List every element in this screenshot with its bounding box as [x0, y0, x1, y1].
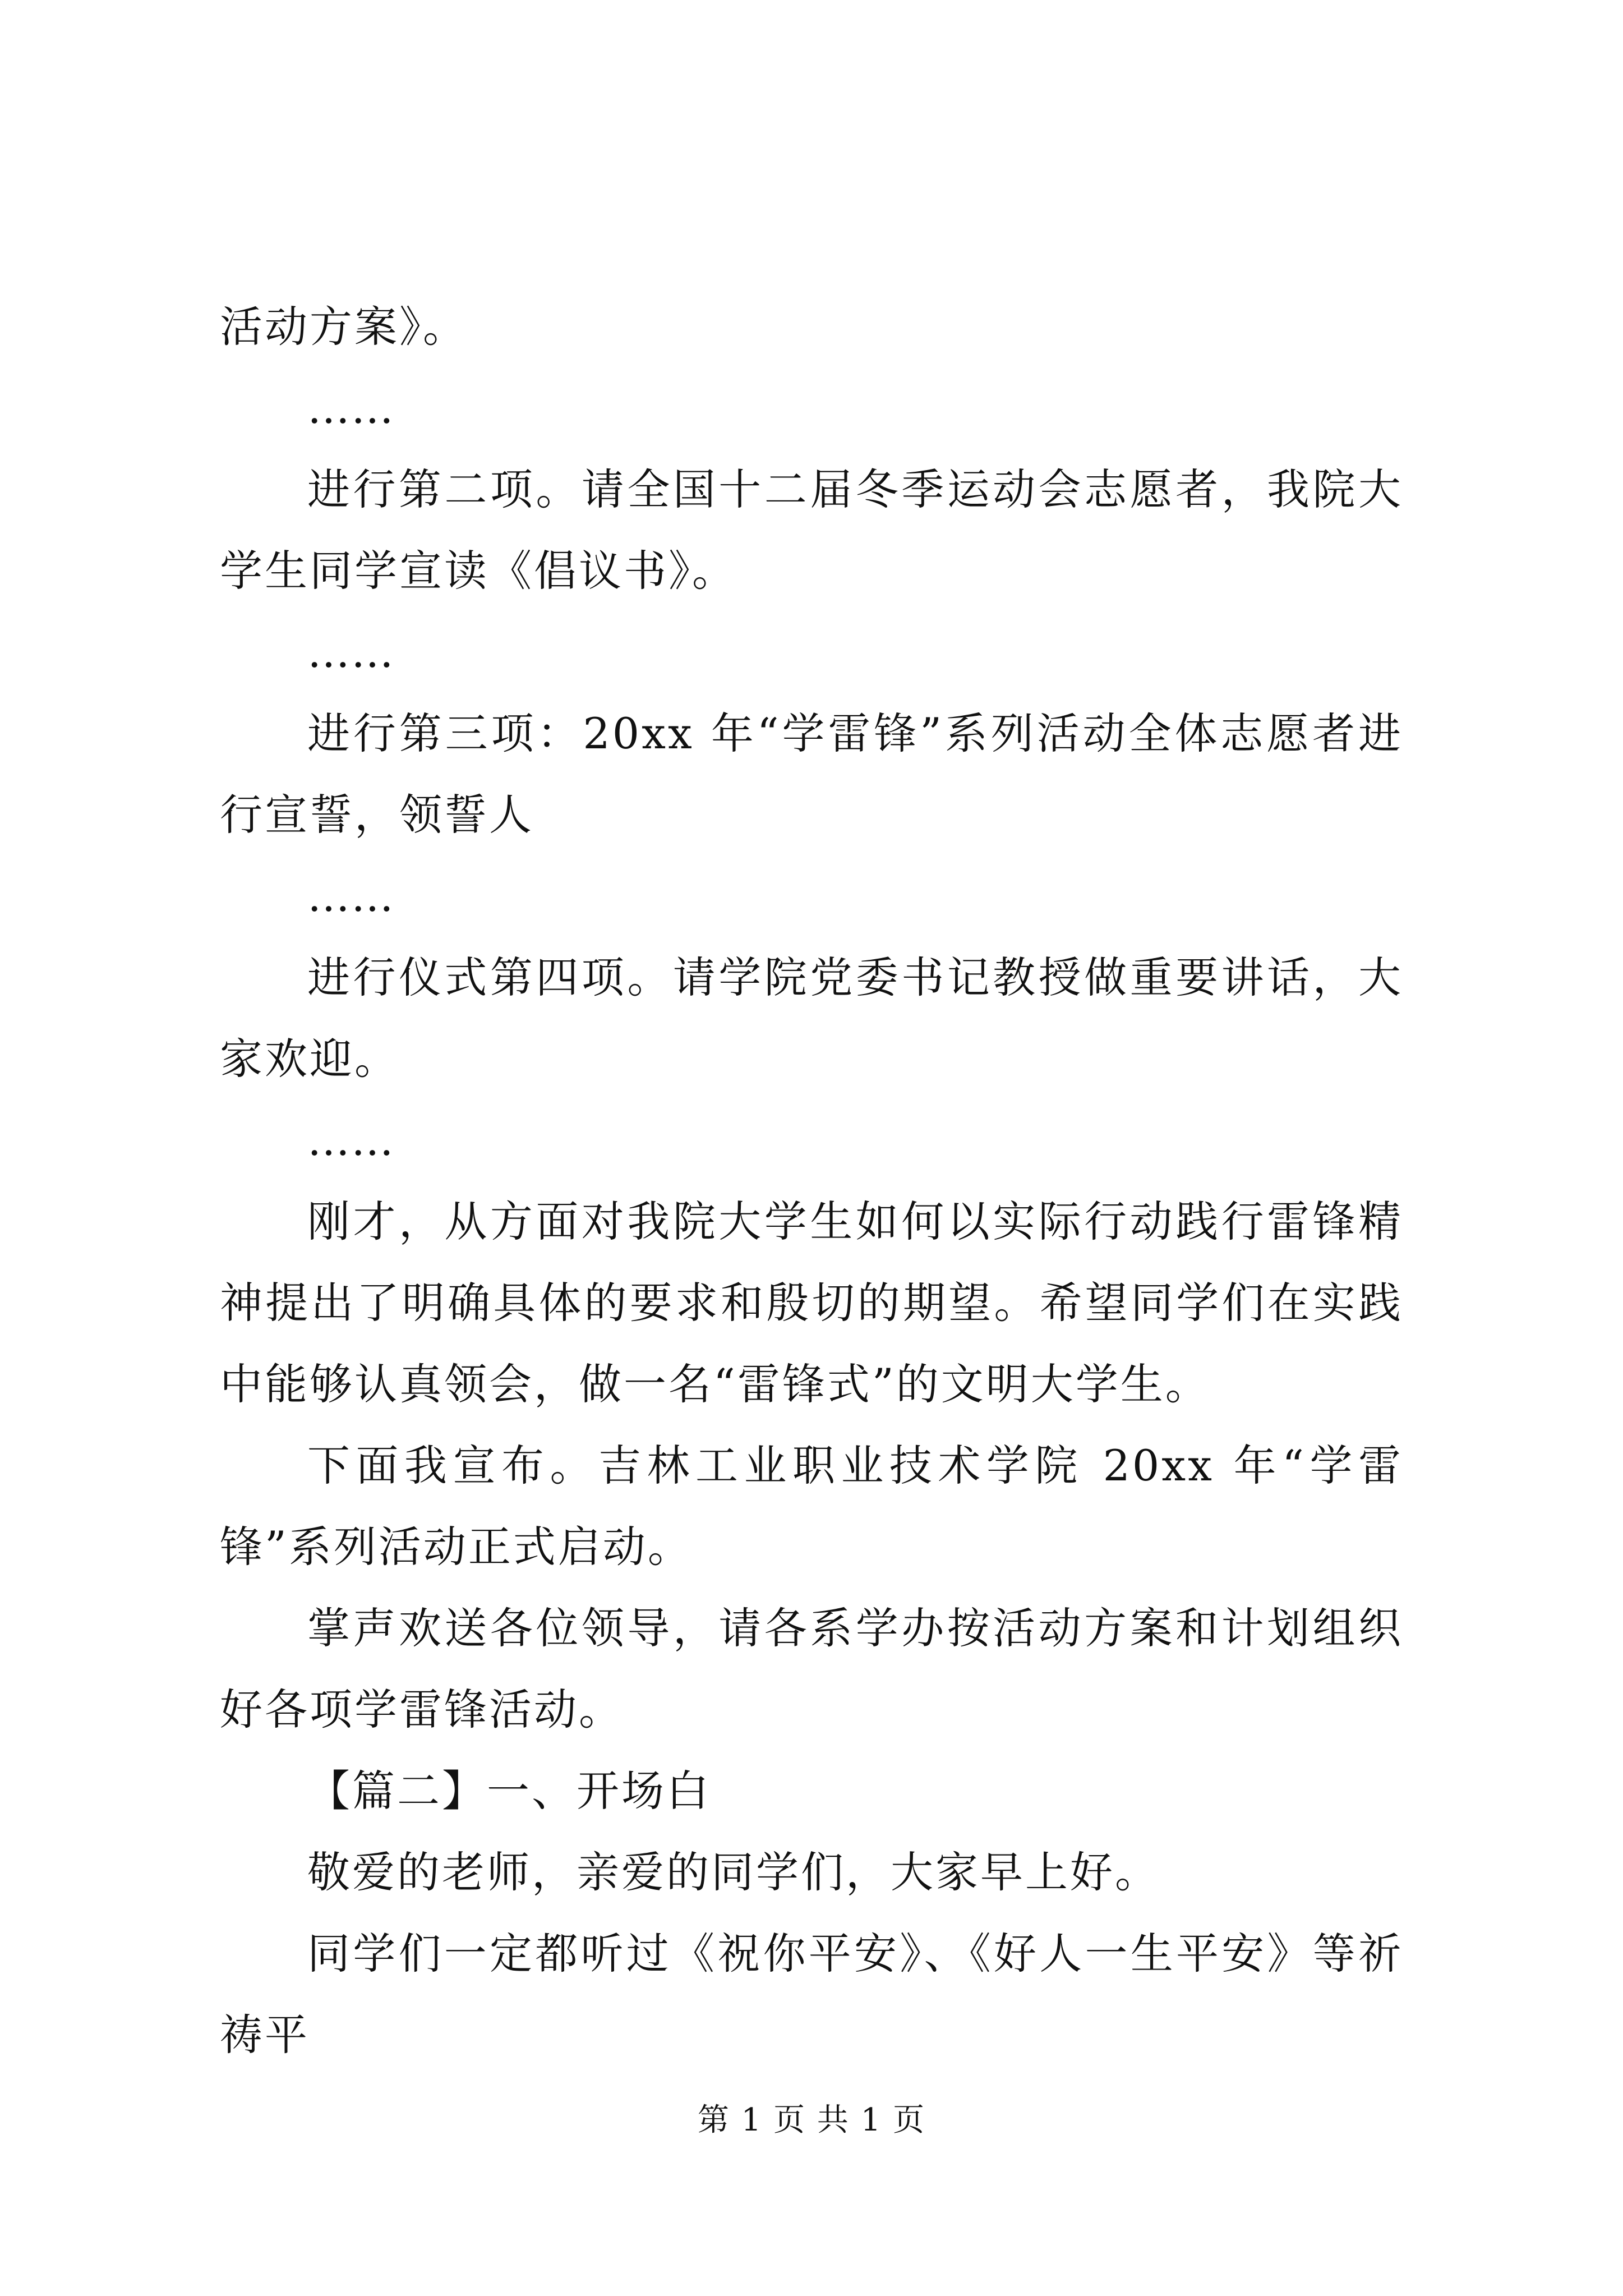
- paragraph-7: 掌声欢送各位领导，请各系学办按活动方案和计划组织好各项学雷锋活动。: [220, 1603, 1403, 1734]
- document-body: [220, 286, 1403, 2076]
- paragraph-8: 敬爱的老师，亲爱的同学们，大家早上好。: [307, 1847, 1160, 1897]
- paragraph-9: 同学们一定都听过《祝你平安》、《好人一生平安》等祈祷平: [220, 1929, 1403, 2060]
- ellipsis-3: ……: [307, 871, 395, 921]
- ellipsis-1: ……: [307, 383, 395, 433]
- ellipsis-4: ……: [307, 1115, 395, 1165]
- page-footer: 第 1 页 共 1 页: [697, 2102, 926, 2138]
- paragraph-2: 进行第二项。请全国十二届冬季运动会志愿者，我院大学生同学宣读《倡议书》。: [220, 464, 1403, 596]
- paragraph-3: 进行第三项：20xx 年“学雷锋”系列活动全体志愿者进行宣誓，领誓人: [220, 708, 1403, 840]
- section-heading: 【篇二】一、开场白: [307, 1766, 711, 1816]
- paragraph-1: 活动方案》。: [220, 302, 468, 352]
- paragraph-4: 进行仪式第四项。请学院党委书记教授做重要讲话，大家欢迎。: [220, 953, 1403, 1084]
- paragraph-6: 下面我宣布。吉林工业职业技术学院 20xx 年“学雷锋”系列活动正式启动。: [220, 1441, 1403, 1572]
- ellipsis-2: ……: [307, 627, 395, 677]
- paragraph-5: 刚才，从方面对我院大学生如何以实际行动践行雷锋精神提出了明确具体的要求和殷切的期望。希望同学们在实践中能够认真领会，做一名“雷锋式”的文明大学生。: [220, 1197, 1403, 1409]
